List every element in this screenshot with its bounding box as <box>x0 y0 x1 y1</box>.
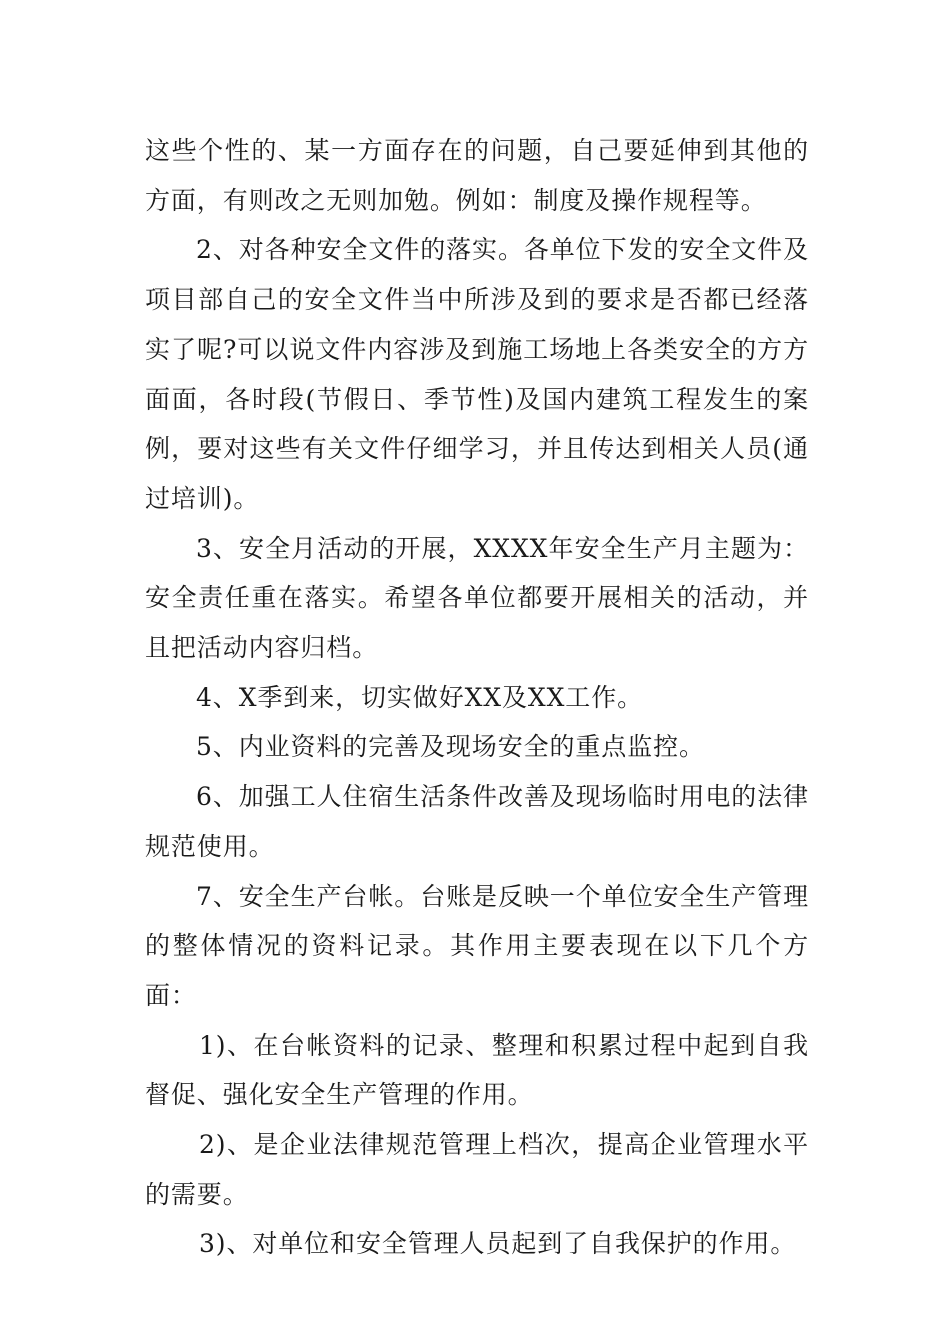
paragraph-item-5: 5、内业资料的完善及现场安全的重点监控。 <box>196 732 705 762</box>
paragraph-continuation: 这些个性的、某一方面存在的问题，自己要延伸到其他的方面，有则改之无则加勉。例如：制度及操作规程等。 <box>145 136 809 215</box>
paragraph-item-2: 2、对各种安全文件的落实。各单位下发的安全文件及项目部自己的安全文件当中所涉及到的要求是否都已经落实了呢?可以说文件内容涉及到施工场地上各类安全的方方面面，各时段(节假日、季节性)及国内建筑工程发生的案例，要对这些有关文件仔细学习，并且传达到相关人员(通过培训)。 <box>145 235 809 513</box>
document-body <box>145 126 809 1269</box>
paragraph-item-6: 6、加强工人住宿生活条件改善及现场临时用电的法律规范使用。 <box>145 782 809 861</box>
paragraph-item-7: 7、安全生产台帐。台账是反映一个单位安全生产管理的整体情况的资料记录。其作用主要表现在以下几个方面： <box>145 881 809 1010</box>
paragraph-subitem-1: 1)、在台帐资料的记录、整理和积累过程中起到自我督促、强化安全生产管理的作用。 <box>145 1030 809 1110</box>
paragraph-item-3: 3、安全月活动的开展，XXXX年安全生产月主题为：安全责任重在落实。希望各单位都要开展相关的活动，并且把活动内容归档。 <box>145 533 809 663</box>
paragraph-subitem-3: 3)、对单位和安全管理人员起到了自我保护的作用。 <box>199 1229 797 1259</box>
paragraph-item-4: 4、X季到来，切实做好XX及XX工作。 <box>196 682 643 712</box>
paragraph-subitem-2: 2)、是企业法律规范管理上档次，提高企业管理水平的需要。 <box>145 1130 809 1209</box>
